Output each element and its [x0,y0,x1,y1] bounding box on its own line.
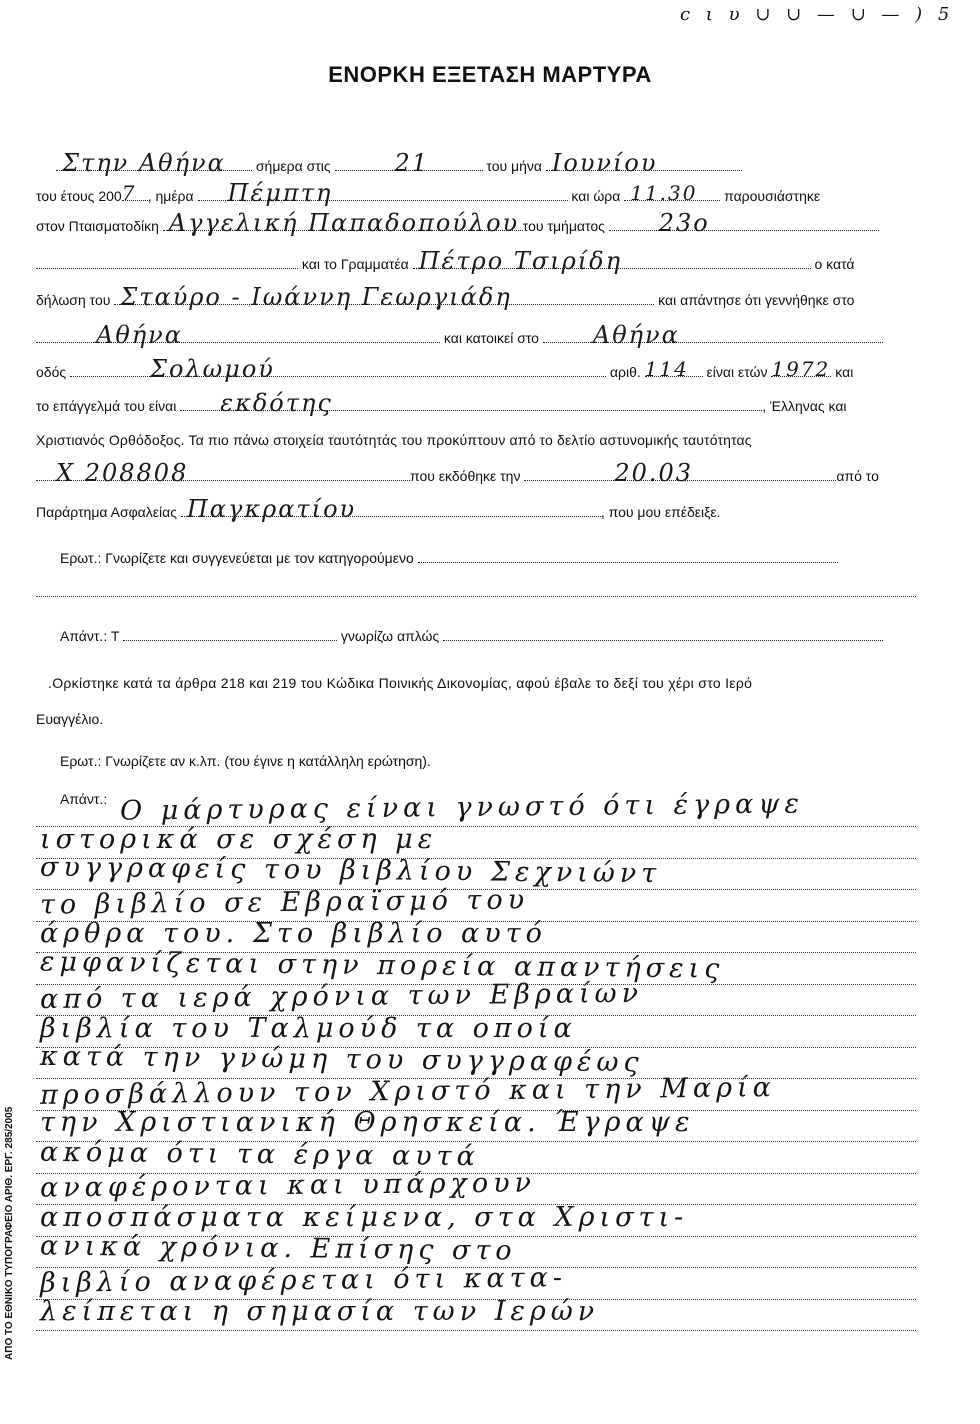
day-field [335,149,483,177]
answer-1-label: Απάντ.: Τ [60,628,120,644]
row-judge [36,209,879,237]
answer-line-text: εμφανίζεται στην πορεία απαντήσεις [39,945,725,985]
answer-line-text: ακόμα ότι τα έργα αυτά [39,1136,480,1172]
birth-year-field [771,357,831,381]
from-label: από το [836,468,879,484]
id-number-value: Χ 208808 [56,459,189,487]
birthplace-value: Αθήνα [96,321,183,349]
weekday-field [198,179,568,207]
row-police [36,495,721,523]
section-label: του τμήματος [522,218,605,234]
answer-line-text: αποσπάσματα κείμενα, στα Χριστι- [40,1201,689,1233]
a1-field-1 [123,626,337,641]
row-id [36,459,879,487]
place-field [56,149,252,177]
age-label: είναι ετών [706,364,768,380]
christian-text: Χριστιανός Ορθόδοξος. Τα πιο πάνω στοιχεία ταυτότητάς του προκύπτουν από το δελτίο αστυνομικής ταυτότητας [36,432,752,448]
secretary-field [413,247,811,275]
blank-field [36,254,298,269]
profession-value: εκδότης [220,389,333,417]
number-label: αριθ. [609,364,641,380]
question-2: Ερωτ.: Γνωρίζετε αν κ.λπ. (του έγινε η κατάλληλη ερώτηση). [60,753,431,769]
police-field [181,495,601,523]
month-label: του μήνα [486,158,543,174]
judge-field [163,209,523,237]
answer-2-label: Απάντ.: [60,791,108,807]
street-no-value: 114 [644,357,689,381]
place-value: Στην Αθήνα [62,149,226,177]
day-value: 21 [394,149,430,177]
answer-line-text: άρθρα του. Στο βιβλίο αυτό [40,918,547,949]
answer-line-text: το βιβλίο σε Εβραϊσμό του [39,883,530,921]
greek-label: , Έλληνας και [762,398,847,414]
year-field [121,181,148,205]
secretary-label: και το Γραμματέα [301,256,409,272]
secretary-value: Πέτρο Τσιρίδη [418,247,622,275]
okata-label: ο κατά [814,256,855,272]
q1-blank-line [36,594,916,597]
street-no-field [644,357,703,381]
row-residence [36,321,883,349]
top-scribble: c ι υ ∪ ∪ — ∪ — ) 5 [680,4,955,25]
answer-line-text: αναφέρονται και υπάρχουν [39,1167,537,1204]
answer-line-text: ιστορικά σε σχέση με [40,823,438,855]
street-value: Σολωμού [150,355,275,383]
row-year [36,179,821,207]
id-number-field [36,459,410,487]
judge-label: στον Πταισματοδίκη [36,218,159,234]
simera-label: σήμερα στις [255,158,331,174]
q1-field [418,548,838,563]
judge-value: Αγγελική Παπαδοπούλου [168,209,520,237]
answer-line-text: Ο μάρτυρας είναι γνωστό ότι έγραψε [119,788,805,827]
street-label: οδός [36,364,67,380]
profession-field [180,389,762,417]
answer-line-text: την Χριστιανική Θρησκεία. Έγραψε [40,1107,695,1138]
residence-value: Αθήνα [592,321,680,349]
witness-value: Σταύρο - Ιωάννη Γεωργιάδη [120,283,512,311]
time-value: 11.30 [630,181,698,205]
police-label: Παράρτημα Ασφαλείας [36,504,177,520]
showed-label: , που μου επέδειξε. [600,504,721,520]
month-field [546,149,742,177]
issue-date-field [524,459,836,487]
issue-date-value: 20.03 [614,459,694,487]
declaration-label: δήλωση του [36,292,111,308]
born-label: και απάντησε ότι γεννήθηκε στο [658,292,855,308]
witness-field [114,283,654,311]
row-christian [36,431,752,449]
weekday-value: Πέμπτη [227,179,333,207]
month-value: Ιουνίου [551,149,658,177]
residence-label: και κατοικεί στο [443,330,539,346]
answer-line-text: συγγραφείς του βιβλίου Σεχνιώντ [39,851,662,890]
issued-label: που εκδόθηκε την [410,468,521,484]
birth-year-value: 1972 [771,357,831,381]
question-1: Ερωτ.: Γνωρίζετε και συγγενεύεται με τον κατηγορούμενο [60,550,414,566]
answer-rule [36,1328,916,1331]
printer-side-text: ΑΠΟ ΤΟ ΕΘΝΙΚΟ ΤΥΠΟΓΡΑΦΕΙΟ ΑΡΙΘ. ΕΡΓ. 285/2005 [4,1106,15,1360]
police-value: Παγκρατίου [186,495,357,523]
oath-line-1: .Ορκίστηκε κατά τα άρθρα 218 και 219 του Κώδικα Ποινικής Δικονομίας, αφού έβαλε το δεξί του χέρι στο Ιερό [48,675,753,691]
answer-line-text: προσβάλλουν τον Χριστό και την Μαρία [39,1071,777,1111]
a1-field-2 [443,626,883,641]
answer-line-text: βιβλίο αναφέρεται ότι κατα- [39,1261,568,1299]
residence-field [543,321,883,349]
answer-line-text: λείπεται η σημασία των Ιερών [40,1296,600,1327]
time-label: και ώρα [571,188,621,204]
answer-1-text: γνωρίζω απλώς [340,628,440,644]
street-field [70,355,606,383]
oath-line-2: Ευαγγέλιο. [36,711,104,727]
birthplace-field [36,321,440,349]
row-witness [36,283,855,311]
year-value: 7 [121,181,137,205]
weekday-label: , ημέρα [147,188,194,204]
row-street [36,355,854,383]
form-title: ΕΝΟΡΚΗ ΕΞΕΤΑΣΗ ΜΑΡΤΥΡΑ [328,62,652,87]
answer-line-text: από τα ιερά χρόνια των Εβραίων [39,977,644,1016]
answer-line-text: ανικά χρόνια. Επίσης στο [39,1230,517,1267]
and-label: και [835,364,854,380]
row-profession [36,389,847,417]
profession-label: το επάγγελμά του είναι [36,398,177,414]
section-value: 23ο [658,209,710,237]
question-1-row [60,548,838,567]
appeared-label: παρουσιάστηκε [724,188,821,204]
year-label: του έτους 200 [36,188,122,204]
answer-line-text: βιβλία του Ταλμούδ τα οποία [40,1012,577,1044]
row-secretary [36,247,855,275]
section-field [609,209,879,237]
answer-1-row [60,626,883,645]
row-date [56,149,742,177]
time-field [624,181,720,205]
answer-line-text: κατά την γνώμη του συγγραφέως [39,1040,644,1079]
